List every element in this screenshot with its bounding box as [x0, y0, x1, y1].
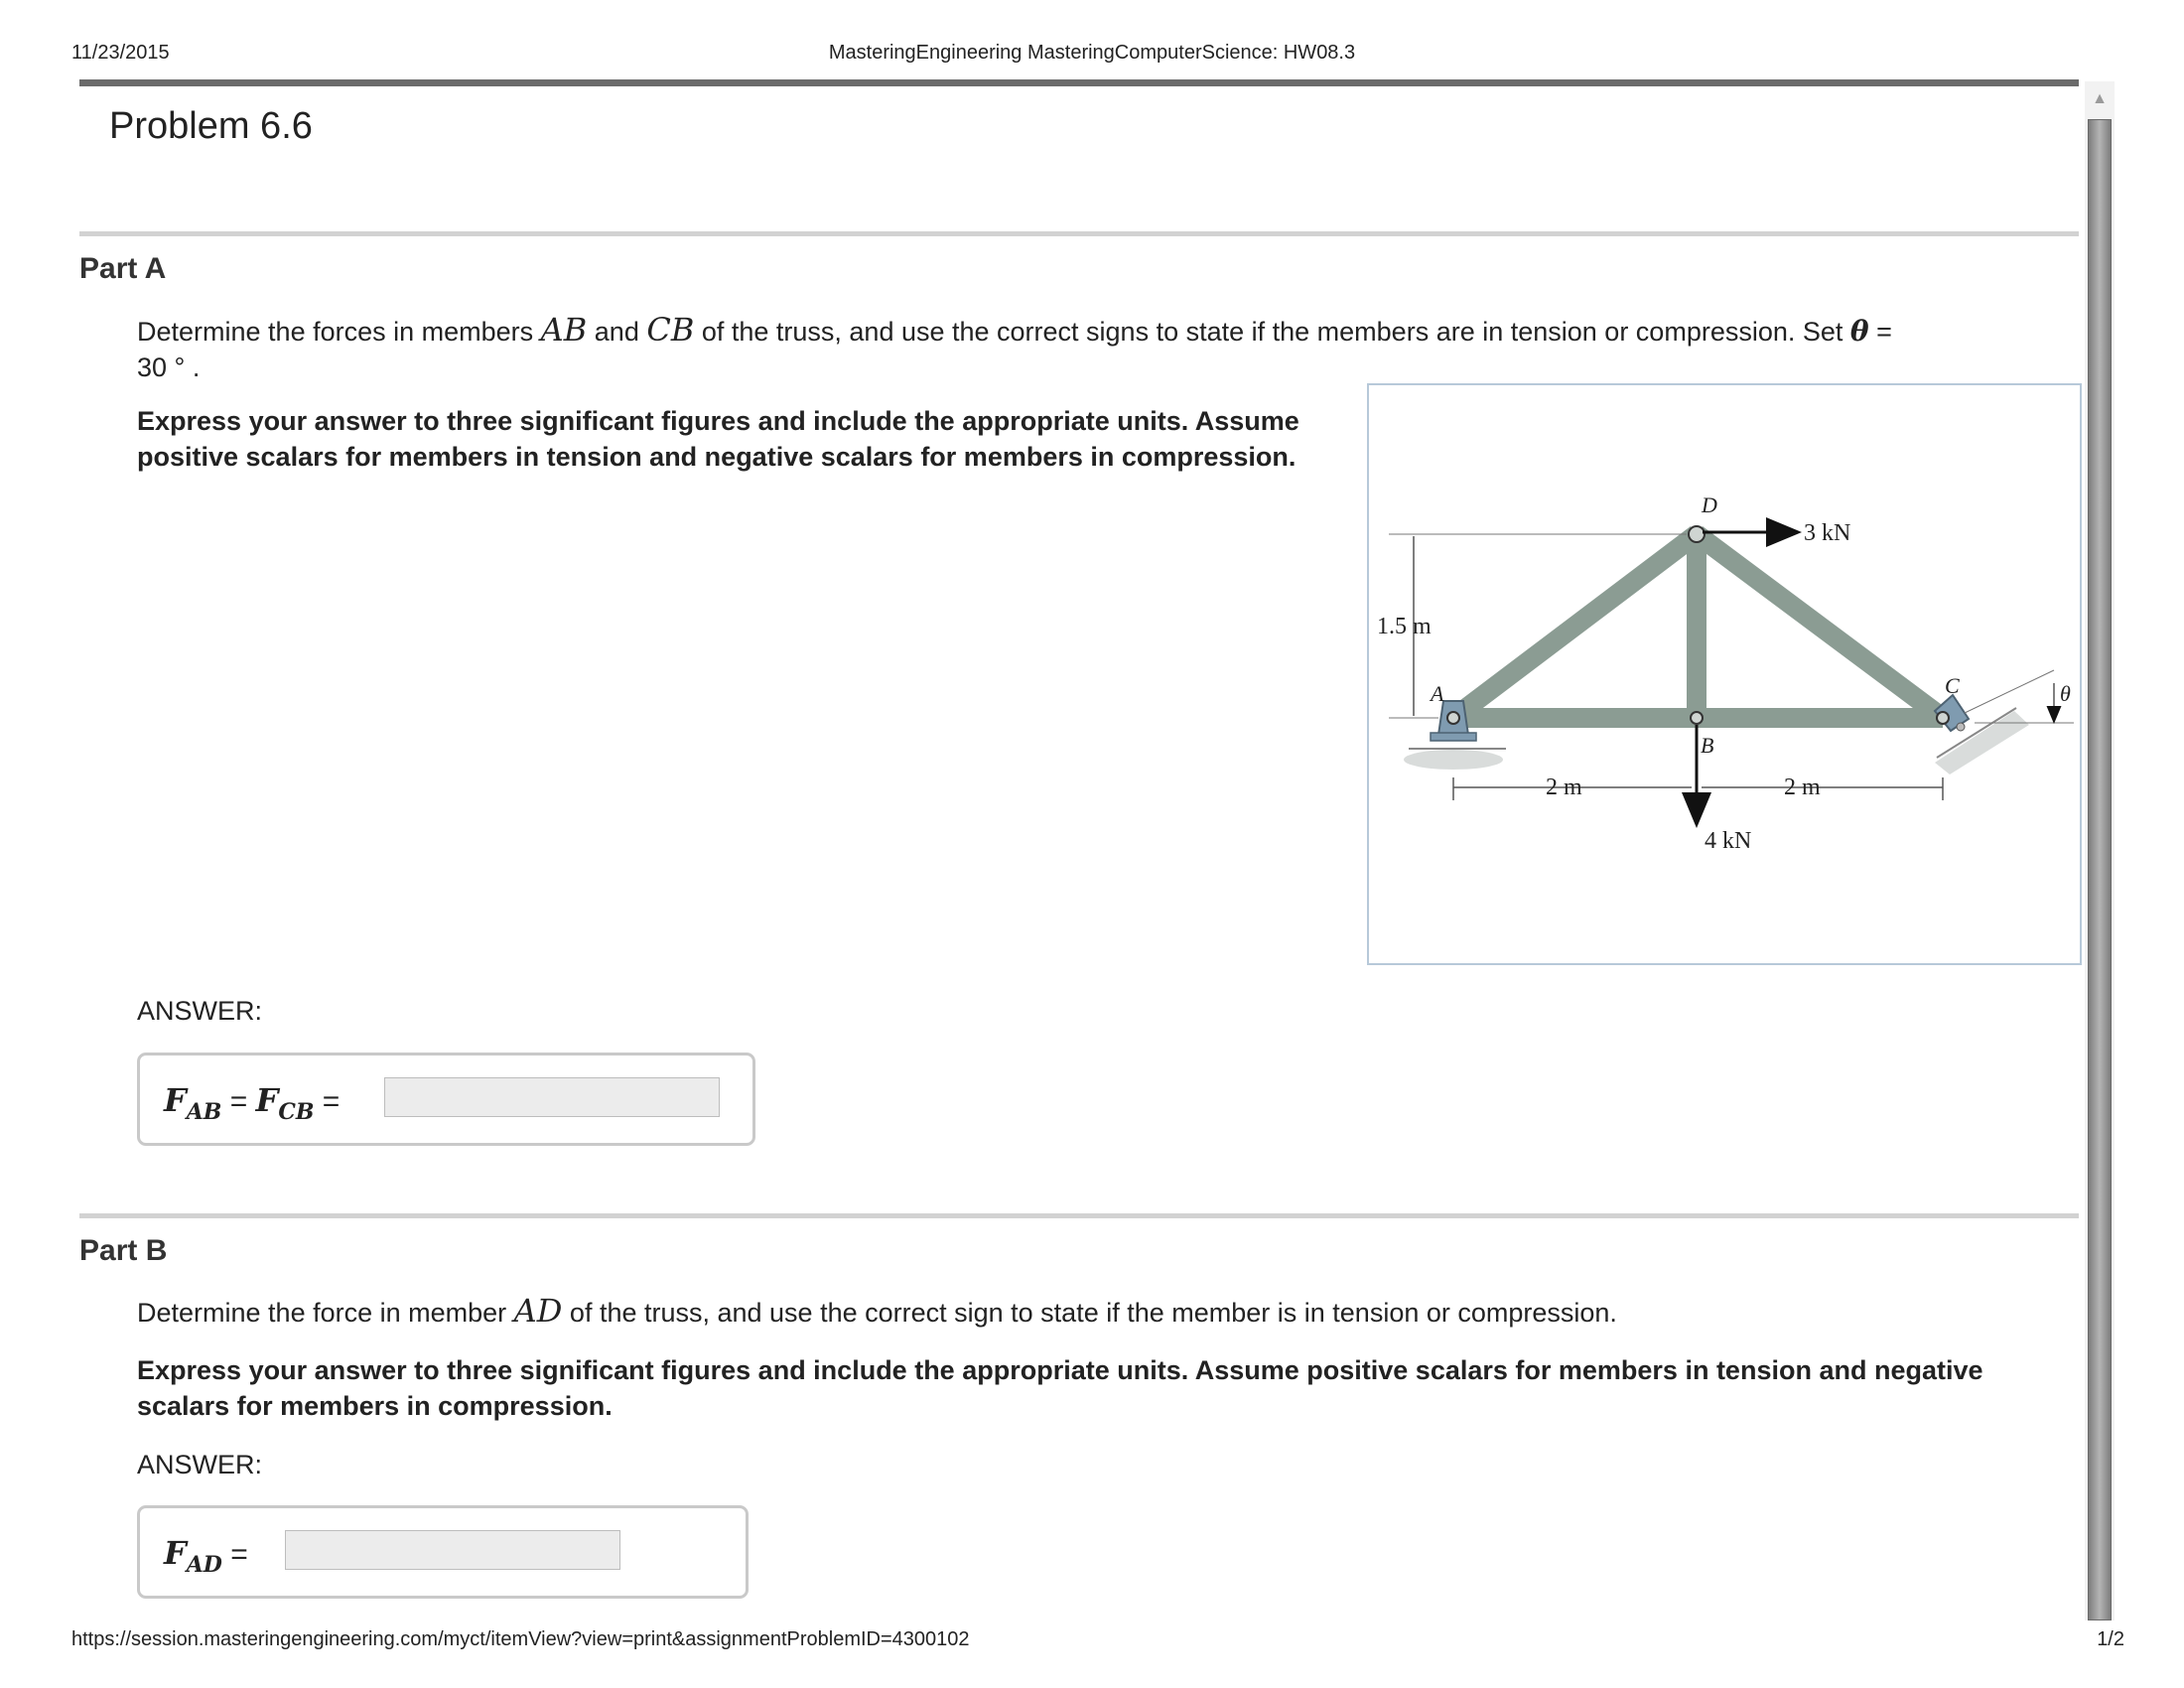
equals-b: =	[221, 1538, 248, 1571]
member-ad-label: AD	[513, 1292, 563, 1330]
part-a-question-rest: of the truss, and use the correct signs to state if the members are in tension or compression. Set	[694, 317, 1850, 347]
label-a: A	[1431, 681, 1444, 706]
part-a-divider	[79, 231, 2079, 236]
equals-1: =	[221, 1085, 256, 1118]
part-a-and: and	[587, 317, 647, 347]
member-ad	[1453, 534, 1697, 718]
label-height: 1.5 m	[1377, 614, 1432, 639]
label-span-right: 2 m	[1784, 774, 1821, 800]
theta-symbol: θ	[1849, 315, 1869, 348]
truss-figure	[1367, 383, 2082, 965]
angle-incline	[1965, 670, 2054, 713]
label-d: D	[1702, 492, 1717, 517]
print-page-number: 1/2	[2097, 1628, 2124, 1650]
member-dc	[1697, 534, 1943, 718]
pin-d	[1689, 526, 1705, 542]
part-a-question	[137, 312, 2083, 385]
part-b-question-rest: of the truss, and use the correct sign to state if the member is in tension or compression.	[562, 1298, 1617, 1328]
part-b-divider	[79, 1213, 2079, 1218]
theta-equals: =	[1868, 317, 1892, 347]
member-cb: CB	[646, 311, 695, 349]
label-span-left: 2 m	[1546, 774, 1582, 800]
print-footer-url: https://session.masteringengineering.com/myct/itemView?view=print&assignmentProblemID=4300102	[71, 1628, 970, 1650]
part-a-question-text: Determine the forces in members	[137, 317, 541, 347]
label-theta: θ	[2060, 681, 2071, 706]
member-ab: AB	[540, 311, 588, 349]
part-a-answer-label: ANSWER:	[137, 996, 263, 1026]
part-a-equation	[164, 1081, 340, 1125]
part-b-question-text: Determine the force in member	[137, 1298, 514, 1328]
part-a-instruction: Express your answer to three significant figures and include the appropriate units. Assume positive scalars for members in tension and negative scalars for members in compression.	[137, 406, 1299, 472]
theta-value: 30 ° .	[137, 352, 201, 382]
pin-a	[1447, 712, 1459, 724]
label-c: C	[1945, 673, 1960, 698]
part-b-equation	[164, 1534, 248, 1578]
top-rule	[79, 79, 2079, 86]
var-fab: $F_{AB}$	[164, 1081, 222, 1125]
vertical-scrollbar[interactable]	[2085, 81, 2115, 1620]
print-header-title: MasteringEngineering MasteringComputerScience: HW08.3	[828, 42, 1356, 64]
part-a-title: Part A	[79, 252, 167, 285]
label-4kn: 4 kN	[1705, 828, 1752, 854]
label-3kn: 3 kN	[1804, 520, 1851, 546]
scroll-up-arrow-icon[interactable]: ▲	[2092, 90, 2108, 107]
roller-c	[1957, 723, 1965, 731]
pin-b	[1691, 712, 1703, 724]
var-fad: $F_{AD}$	[164, 1534, 222, 1578]
problem-title: Problem 6.6	[109, 105, 313, 147]
scroll-thumb[interactable]	[2088, 119, 2112, 1620]
support-a-base	[1431, 733, 1476, 741]
part-b-answer-label: ANSWER:	[137, 1450, 263, 1479]
truss-diagram	[1369, 385, 2080, 963]
part-a-answer-box	[137, 1053, 755, 1146]
var-fcb: $F_{CB}$	[255, 1081, 315, 1125]
print-date: 11/23/2015	[71, 42, 170, 64]
part-b-instruction: Express your answer to three significant figures and include the appropriate units. Assume positive scalars for members in tension and negative scalars for members in compression.	[137, 1355, 1983, 1421]
equals-2: =	[314, 1085, 341, 1118]
part-b-answer-box	[137, 1505, 749, 1599]
part-a-answer-input[interactable]	[384, 1077, 720, 1117]
ground-a	[1404, 750, 1503, 770]
part-b-question	[137, 1293, 2083, 1331]
pin-c	[1937, 712, 1949, 724]
part-b-answer-input[interactable]	[285, 1530, 620, 1570]
part-b-title: Part B	[79, 1234, 168, 1267]
label-b: B	[1701, 733, 1714, 758]
